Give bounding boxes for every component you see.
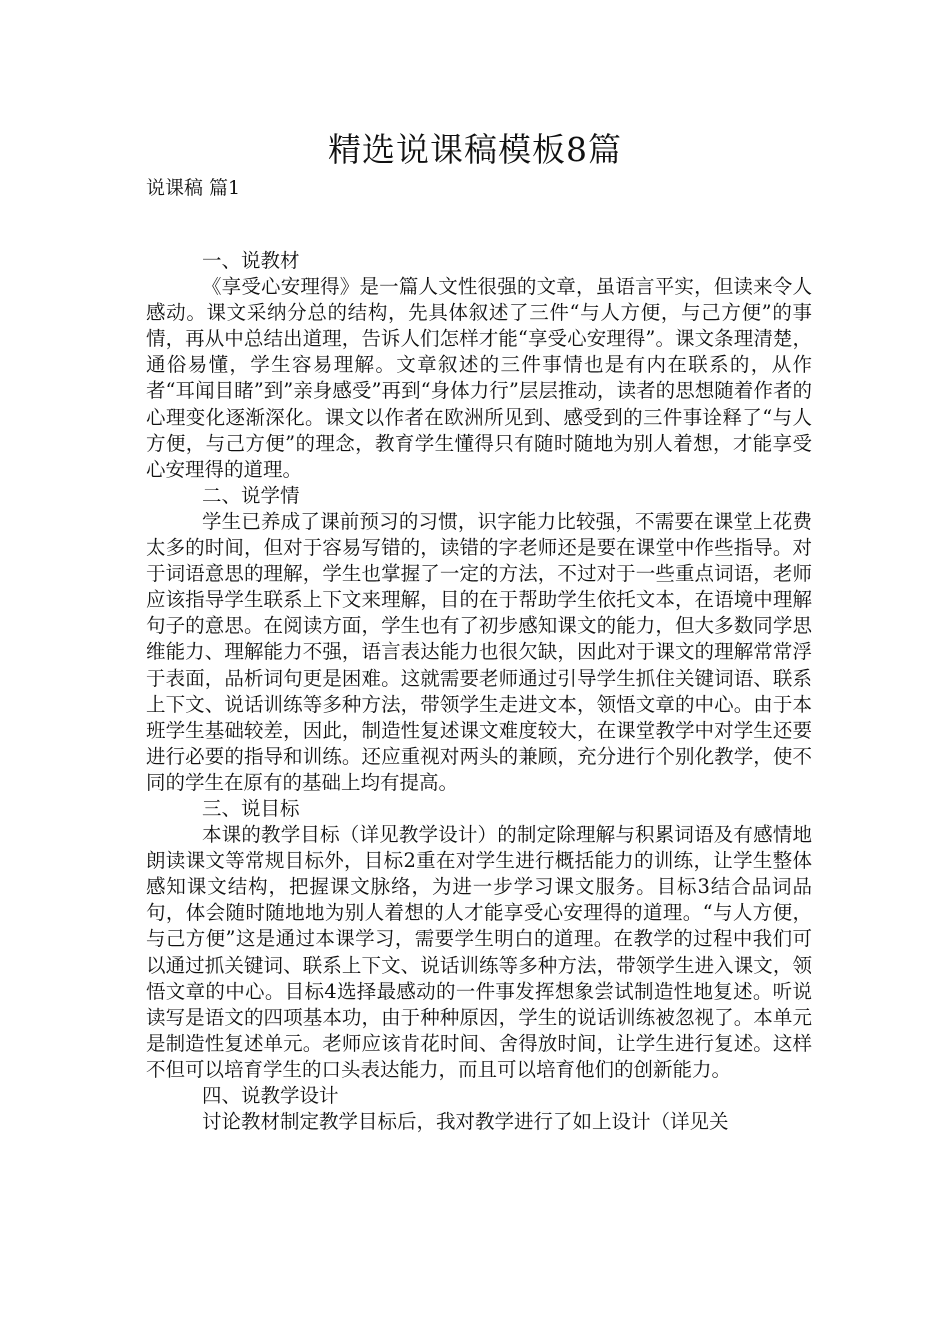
section-heading-design: 四、说教学设计 <box>202 1084 339 1107</box>
section-paragraph-textbook: 《享受心安理得》是一篇人文性很强的文章，虽语言平实，但读来令人感动。课文采纳分总的结构，先具体叙述了三件“与人方便，与己方便”的事情，再从中总结出道理，告诉人们怎样才能“享受心安理得”。课文条理清楚，通俗易懂，学生容易理解。文章叙述的三件事情也是有内在联系的，从作者“耳闻目睹”到”亲身感受”再到“身体力行”层层推动，读者的思想随着作者的心理变化逐渐深化。课文以作者在欧洲所见到、感受到的三件事诠释了“与人方便，与己方便”的理念，教育学生懂得只有随时随地为别人着想，才能享受心安理得的道理。 <box>146 275 812 481</box>
section-heading-textbook: 一、说教材 <box>202 249 300 272</box>
section-paragraph-learners: 学生已养成了课前预习的习惯，识字能力比较强，不需要在课堂上花费太多的时间，但对于容易写错的，读错的字老师还是要在课堂中作些指导。对于词语意思的理解，学生也掌握了一定的方法，不过对于一些重点词语，老师应该指导学生联系上下文来理解，目的在于帮助学生依托文本，在语境中理解句子的意思。在阅读方面，学生也有了初步感知课文的能力，但大多数同学思维能力、理解能力不强，语言表达能力也很欠缺，因此对于课文的理解常常浮于表面，品析词句更是困难。这就需要老师通过引导学生抓住关键词语、联系上下文、说话训练等多种方法，带领学生走进文本，领悟文章的中心。由于本班学生基础较差，因此，制造性复述课文难度较大，在课堂教学中对学生还要进行必要的指导和训练。还应重视对两头的兼顾，充分进行个别化教学，使不同的学生在原有的基础上均有提高。 <box>146 509 812 794</box>
document-subtitle: 说课稿 篇1 <box>146 177 241 199</box>
section-paragraph-design: 讨论教材制定教学目标后，我对教学进行了如上设计（详见关 <box>202 1110 729 1134</box>
section-heading-learners: 二、说学情 <box>202 483 300 507</box>
document-body <box>146 248 812 1135</box>
document-title: 精选说课稿模板8篇 <box>328 130 622 169</box>
section-heading-objectives: 三、说目标 <box>202 796 300 820</box>
section-paragraph-objectives: 本课的教学目标（详见教学设计）的制定除理解与积累词语及有感情地朗读课文等常规目标外，目标2重在对学生进行概括能力的训练，让学生整体感知课文结构，把握课文脉络，为进一步学习课文服务。目标3结合品词品句，体会随时随地地为别人着想的人才能享受心安理得的道理。“与人方便，与己方便”这是通过本课学习，需要学生明白的道理。在教学的过程中我们可以通过抓关键词、联系上下文、说话训练等多种方法，带领学生进入课文，领悟文章的中心。目标4选择最感动的一件事发挥想象尝试制造性地复述。听说读写是语文的四项基本功，由于种种原因，学生的说话训练被忽视了。本单元是制造性复述单元。老师应该肯花时间、舍得放时间，让学生进行复述。这样不但可以培育学生的口头表达能力，而且可以培育他们的创新能力。 <box>146 823 812 1081</box>
